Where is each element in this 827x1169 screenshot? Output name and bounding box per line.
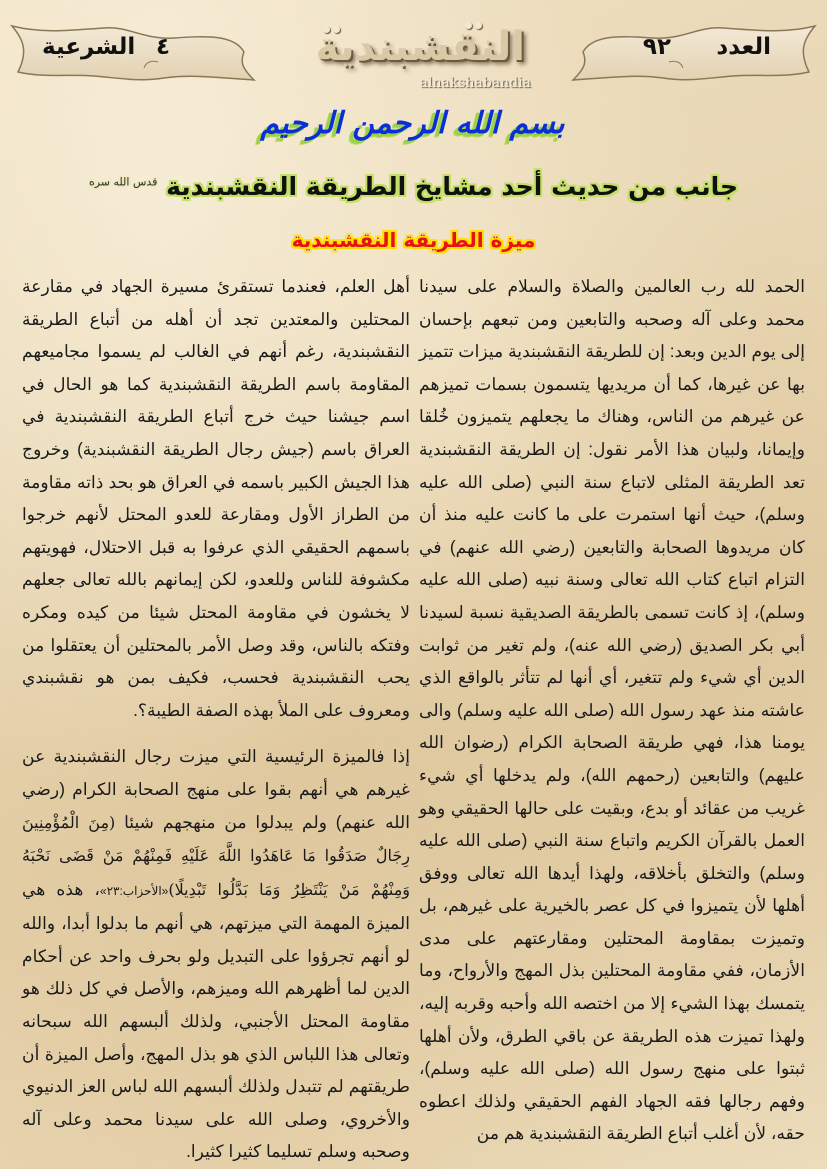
- quran-reference: «الأحزاب:٢٣»: [99, 883, 169, 898]
- logo-latin-text: alnakshabandia: [419, 75, 531, 91]
- paragraph-text: إذا فالميزة الرئيسية التي ميزت رجال النقشبندية عن غيرهم هي أنهم بقوا على منهج الصحابة الكرام (رضي الله عنهم) ولم يبدلوا من منهجهم شيئا: [22, 746, 410, 832]
- article-title: [0, 172, 827, 201]
- ribbon-shape: [563, 22, 821, 84]
- quran-verse: (مِنَ الْمُؤْمِنِينَ رِجَالٌ صَدَقُوا مَا عَاهَدُوا اللَّهَ عَلَيْهِ فَمِنْهُمْ مَنْ قَضَى نَحْبَهُ وَمِنْهُمْ مَنْ يَنْتَظِرُ وَمَا بَدَّلُوا تَبْدِيلًا): [22, 812, 411, 899]
- issue-number: ٩٢: [642, 34, 671, 60]
- page-number: ٤: [156, 34, 171, 60]
- article-column-right: [419, 270, 805, 1150]
- issue-label: العدد: [716, 34, 771, 60]
- magazine-logo: [293, 22, 543, 91]
- issue-banner: [563, 22, 821, 84]
- paragraph: الحمد لله رب العالمين والصلاة والسلام على سيدنا محمد وعلى آله وصحبه والتابعين ومن تبعهم بإحسان إلى يوم الدين وبعد: إن للطريقة النقشبندية ميزات تتميز بها عن غيرها، كما أن مريديها يتسمون بسمات تميزهم عن غيرهم من الناس، وهناك ما يجعلهم يتميزون خُلقا وإيمانا، ولبيان هذا الأمر نقول: إن الطريقة النقشبندية تعد الطريقة المثلى لاتباع سنة النبي (صلى الله عليه وسلم)، حيث أنها استمرت على ما كانت عليه منذ أن كان مريدوها الصحابة والتابعين (رضي الله عنهم) في التزام اتباع كتاب الله تعالى وسنة نبيه (صلى الله عليه وسلم)، إذ كانت تسمى بالطريقة الصديقية نسبة لسيدنا أبي بكر الصديق (رضي الله عنه)، ولم تغير من ثوابت الدين أي شيء ولم تتغير، أي أنها لم تتأثر بالواقع الذي عاشته منذ عهد رسول الله (صلى الله عليه وسلم) والى يومنا هذا، فهي طريقة الصحابة الكرام (رضوان الله عليهم) والتابعين (رحمهم الله)، ولم يدخلها أي شيء غريب من عقائد أو بدع، وبقيت على حالها الحقيقي وهو العمل بالقرآن الكريم واتباع سنة النبي (صلى الله عليه وسلم) والتخلق بأخلاقه، ولهذا أيدها الله تعالى ووفق أهلها لأن يتميزوا في كل عصر بالخيرية على غيرهم، بل وتميزت بمقاومة المحتلين ومقارعتهم على مدى الأزمان، ففي مقاومة المحتلين بذل المهج والأرواح، وما يتمسك بهذا الشيء إلا من اختصه الله وأحبه وقربه إليه، ولهذا تميزت هذه الطريقة عن باقي الطرق، ولأن أهلها ثبتوا على منهج رسول الله (صلى الله عليه وسلم)، وفهم رجالها فقه الجهاد الفهم الحقيقي ولذلك اعطوه حقه، لأن أغلب أتباع الطريقة النقشبندية هم من: [419, 276, 805, 1144]
- paragraph-text: ، هذه هي الميزة المهمة التي ميزتهم، هي أنهم ما بدلوا أبدا، والله لو أنهم تجرؤوا على التبديل ولو بحرف واحد عن أحكام الدين لما أظهرهم الله وميزهم، والأصل في كل ذلك هو مقاومة المحتل الأجنبي، ولذلك ألبسهم الله سبحانه وتعالى هذا اللباس الذي هو بذل المهج، وأصل الميزة أن طريقتهم لم تتبدل ولذلك ألبسهم الله لباس العز الدنيوي والأخروي، وصلى الله على سيدنا محمد وعلى آله وصحبه وسلم تسليما كثيرا كثيرا.: [22, 878, 410, 1162]
- honorific-mark: قدس الله سره: [88, 175, 158, 189]
- logo-arabic-text: النقشبندية: [315, 24, 525, 70]
- article-column-left: [22, 270, 410, 1168]
- basmala-calligraphy: بسم الله الرحمن الرحيم: [260, 106, 565, 141]
- article-subtitle: ميزة الطريقة النقشبندية: [291, 228, 536, 252]
- article-title-text: جانب من حديث أحد مشايخ الطريقة النقشبندية: [166, 172, 739, 201]
- paragraph: أهل العلم، فعندما تستقرئ مسيرة الجهاد في مقارعة المحتلين والمعتدين تجد أن أهله من أتباع الطريقة النقشبندية، رغم أنهم في الغالب لم يسموا مجاميعهم المقاومة باسم الطريقة النقشبندية كما هو الحال في اسم جيشنا حيث خرج أتباع الطريقة النقشبندية في العراق باسم (جيش رجال الطريقة النقشبندية) وخروج هذا الجيش الكبير باسمه في العراق هو بحد ذاته مقاومة من الطراز الأول ومقارعة للعدو المحتل لأنهم خرجوا باسمهم الحقيقي الذي عرفوا به قبل الاحتلال، فهويتهم مكشوفة للناس وللعدو، لكن إيمانهم بالله تعالى جعلهم لا يخشون في مقاومة المحتل شيئا من كيده ومكره وفتكه بالناس، وقد وصل الأمر بالمحتلين أن يعتقلوا من يحب النقشبندية فحسب، فكيف بمن هو نقشبندي ومعروف على الملأ بهذه الصفة الطيبة؟.: [22, 276, 410, 720]
- section-label: الشرعية: [42, 34, 136, 60]
- section-banner: [6, 22, 264, 84]
- paragraph: [22, 740, 410, 1168]
